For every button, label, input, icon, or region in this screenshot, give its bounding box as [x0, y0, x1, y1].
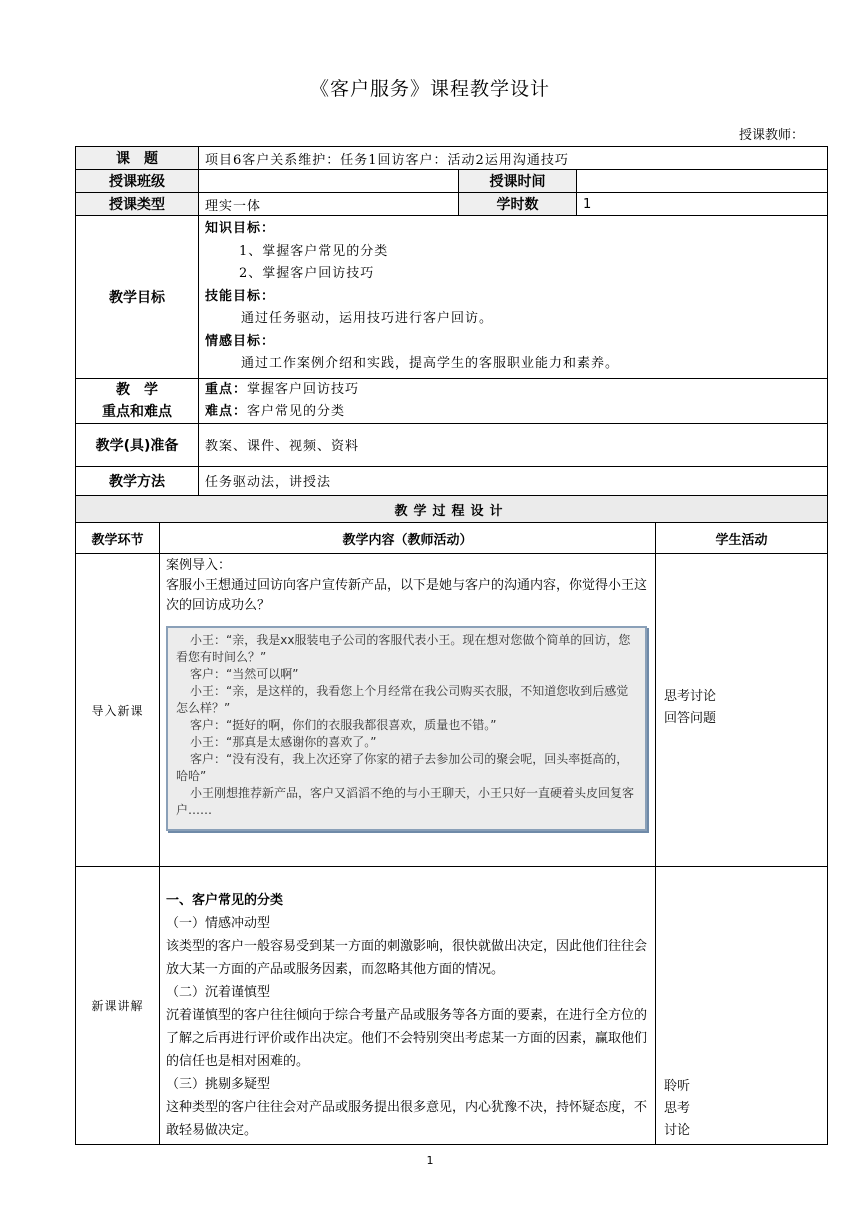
intro-text: 客服小王想通过回访向客户宣传新产品，以下是她与客户的沟通内容，你觉得小王这次的回访成功么？ — [166, 578, 648, 613]
student-activity: 讨论 — [664, 1123, 691, 1138]
paragraph: 这种类型的客户往往会对产品或服务提出很多意见，内心犹豫不决，持怀疑态度，不敢轻易做决定。 — [166, 1100, 648, 1138]
col-content-header: 教学内容（教师活动） — [160, 523, 656, 554]
key-value: 掌握客户回访技巧 — [247, 381, 360, 397]
student-activity-lesson — [656, 867, 828, 1145]
keypoints-label — [76, 378, 199, 423]
skill-text: 通过任务驱动，运用技巧进行客户回访。 — [241, 311, 494, 326]
dialog-line: 客户：“当然可以啊” — [190, 667, 299, 681]
student-activity: 聆听 — [664, 1079, 691, 1094]
emotion-heading: 情感目标： — [205, 333, 276, 349]
difficulty-value: 客户常见的分类 — [247, 403, 346, 419]
course-info-table — [75, 146, 828, 496]
intro-content — [160, 554, 656, 867]
knowledge-heading: 知识目标： — [205, 221, 276, 236]
goals-cell — [199, 216, 828, 379]
teacher-label: 授课教师： — [738, 128, 804, 143]
dialog-line: 小王刚想推荐新产品，客户又滔滔不绝的与小王聊天，小王只好一直硬着头皮回复客户…… — [176, 786, 635, 817]
keypoints-label-line1: 教 学 — [116, 381, 158, 398]
prep-label: 教学(具)准备 — [76, 423, 199, 466]
knowledge-item: 1、掌握客户常见的分类 — [239, 243, 389, 259]
hours-value: 1 — [577, 193, 828, 216]
time-label: 授课时间 — [459, 170, 577, 193]
student-activity: 回答问题 — [664, 711, 717, 726]
student-activity: 思考 — [664, 1101, 691, 1116]
method-label: 教学方法 — [76, 466, 199, 495]
skill-heading: 技能目标： — [205, 288, 276, 304]
intro-label: 案例导入： — [166, 558, 232, 573]
section-heading: 一、客户常见的分类 — [166, 893, 284, 908]
subheading: （一）情感冲动型 — [166, 916, 271, 931]
student-activity: 思考讨论 — [664, 689, 717, 704]
col-student-header: 学生活动 — [656, 523, 828, 554]
stage-new-lesson: 新课讲解 — [76, 867, 160, 1145]
method-value: 任务驱动法，讲授法 — [199, 466, 828, 495]
document-title: 《客户服务》课程教学设计 — [309, 78, 550, 100]
topic-label: 课 题 — [76, 147, 199, 170]
class-label: 授课班级 — [76, 170, 199, 193]
type-value: 理实一体 — [199, 193, 459, 216]
dialog-line: 小王：“那真是太感谢你的喜欢了。” — [190, 735, 377, 749]
dialog-line: 小王：“亲，我是xx服装电子公司的客服代表小王。现在想对您做个简单的回访，您看您有时间么？” — [176, 633, 631, 664]
paragraph: 该类型的客户一般容易受到某一方面的刺激影响，很快就做出决定，因此他们往往会放大某一方面的产品或服务因素，而忽略其他方面的情况。 — [166, 939, 648, 977]
teaching-process-table — [75, 495, 828, 1145]
dialog-line: 小王：“亲，是这样的，我看您上个月经常在我公司购买衣服，不知道您收到后感觉怎么样？” — [176, 684, 629, 715]
student-activity-intro — [656, 554, 828, 867]
time-value — [577, 170, 828, 193]
subheading: （三）挑剔多疑型 — [166, 1077, 271, 1092]
topic-value: 项目6客户关系维护：任务1回访客户：活动2运用沟通技巧 — [199, 147, 828, 170]
process-banner: 教学过程设计 — [76, 496, 828, 523]
lesson-content — [160, 867, 656, 1145]
hours-label: 学时数 — [459, 193, 577, 216]
difficulty-label: 难点： — [205, 403, 248, 419]
col-stage-header: 教学环节 — [76, 523, 160, 554]
knowledge-item: 2、掌握客户回访技巧 — [239, 266, 375, 281]
paragraph: 沉着谨慎型的客户往往倾向于综合考量产品或服务等各方面的要素，在进行全方位的了解之后再进行评价或作出决定。他们不会特别突出考虑某一方面的因素，赢取他们的信任也是相对困难的。 — [166, 1008, 648, 1069]
prep-value: 教案、课件、视频、资料 — [199, 423, 828, 466]
keypoints-cell — [199, 378, 828, 423]
dialog-line: 客户：“没有没有，我上次还穿了你家的裙子去参加公司的聚会呢，回头率挺高的，哈哈” — [176, 752, 629, 783]
dialog-line: 客户：“挺好的啊，你们的衣服我都很喜欢，质量也不错。” — [190, 718, 497, 732]
emotion-text: 通过工作案例介绍和实践，提高学生的客服职业能力和素养。 — [241, 356, 620, 371]
key-label: 重点： — [205, 381, 248, 397]
subheading: （二）沉着谨慎型 — [166, 985, 271, 1000]
goals-label: 教学目标 — [76, 216, 199, 379]
dialog-box — [166, 626, 647, 831]
stage-intro: 导入新课 — [76, 554, 160, 867]
type-label: 授课类型 — [76, 193, 199, 216]
keypoints-label-line2: 重点和难点 — [102, 403, 172, 420]
page-number: 1 — [426, 1154, 434, 1167]
class-value — [199, 170, 459, 193]
